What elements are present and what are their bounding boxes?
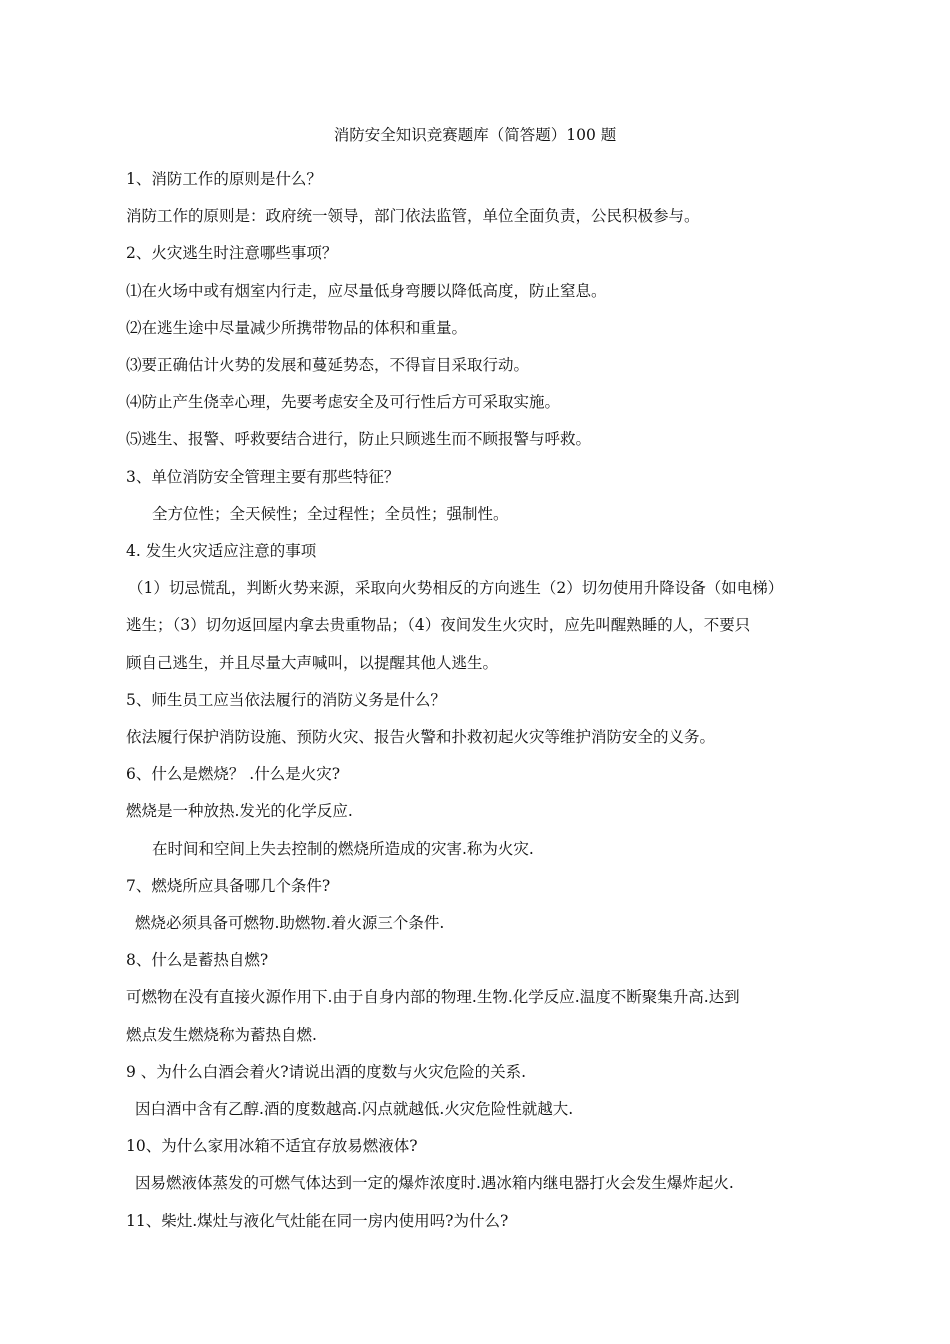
answer-line: 依法履行保护消防设施、预防火灾、报告火警和扑救初起火灾等维护消防安全的义务。 [126,728,716,747]
answer-line: 燃点发生燃烧称为蓄热自燃. [126,1025,317,1044]
question-line: 3、单位消防安全管理主要有那些特征？ [126,467,400,486]
question-line: 10、为什么家用冰箱不适宜存放易燃液体? [126,1137,418,1156]
answer-line: 可燃物在没有直接火源作用下.由于自身内部的物理.生物.化学反应.温度不断聚集升高.达到 [126,988,740,1007]
answer-line: ⑴在火场中或有烟室内行走，应尽量低身弯腰以降低高度，防止窒息。 [126,281,607,300]
answer-line: 顾自己逃生，并且尽量大声喊叫，以提醒其他人逃生。 [126,653,499,672]
answer-line: ⑵在逃生途中尽量减少所携带物品的体积和重量。 [126,318,468,337]
question-line: 9 、为什么白酒会着火?请说出酒的度数与火灾危险的关系. [126,1062,527,1081]
answer-line: 在时间和空间上失去控制的燃烧所造成的灾害.称为火灾. [152,839,534,858]
answer-line: 因易燃液体蒸发的可燃气体达到一定的爆炸浓度时.遇冰箱内继电器打火会发生爆炸起火. [135,1174,734,1193]
question-line: 4. 发生火灾适应注意的事项 [126,542,317,561]
question-line: 2、火灾逃生时注意哪些事项？ [126,244,338,263]
question-line: 11、柴灶.煤灶与液化气灶能在同一房内使用吗?为什么? [126,1211,509,1230]
question-line: 7、燃烧所应具备哪几个条件? [126,876,331,895]
answer-line: （1）切忌慌乱，判断火势来源，采取向火势相反的方向逃生（2）切勿使用升降设备（如电梯） [128,579,784,598]
answer-line: 因白酒中含有乙醇.酒的度数越高.闪点就越低.火灾危险性就越大. [135,1100,574,1119]
document-body [126,161,826,1240]
answer-line: 逃生；（3）切勿返回屋内拿去贵重物品；（4）夜间发生火灾时，应先叫醒熟睡的人，不要只 [126,616,751,635]
answer-line: ⑶要正确估计火势的发展和蔓延势态，不得盲目采取行动。 [126,356,530,375]
answer-line: 消防工作的原则是：政府统一领导，部门依法监管，单位全面负责，公民积极参与。 [126,207,700,226]
question-line: 6、什么是燃烧？ .什么是火灾? [126,765,341,784]
question-line: 8、什么是蓄热自燃? [126,951,269,970]
question-line: 1、消防工作的原则是什么？ [126,170,322,188]
answer-line: ⑷防止产生侥幸心理，先要考虑安全及可行性后方可采取实施。 [126,393,561,412]
document-title: 消防安全知识竞赛题库（简答题）100 题 [333,126,617,144]
answer-line: 全方位性；全天候性；全过程性；全员性；强制性。 [152,504,509,523]
answer-line: 燃烧是一种放热.发光的化学反应. [126,802,353,821]
answer-line: ⑸逃生、报警、呼救要结合进行，防止只顾逃生而不顾报警与呼救。 [126,430,592,449]
question-line: 5、师生员工应当依法履行的消防义务是什么？ [126,690,446,709]
answer-line: 燃烧必须具备可燃物.助燃物.着火源三个条件. [135,914,445,933]
